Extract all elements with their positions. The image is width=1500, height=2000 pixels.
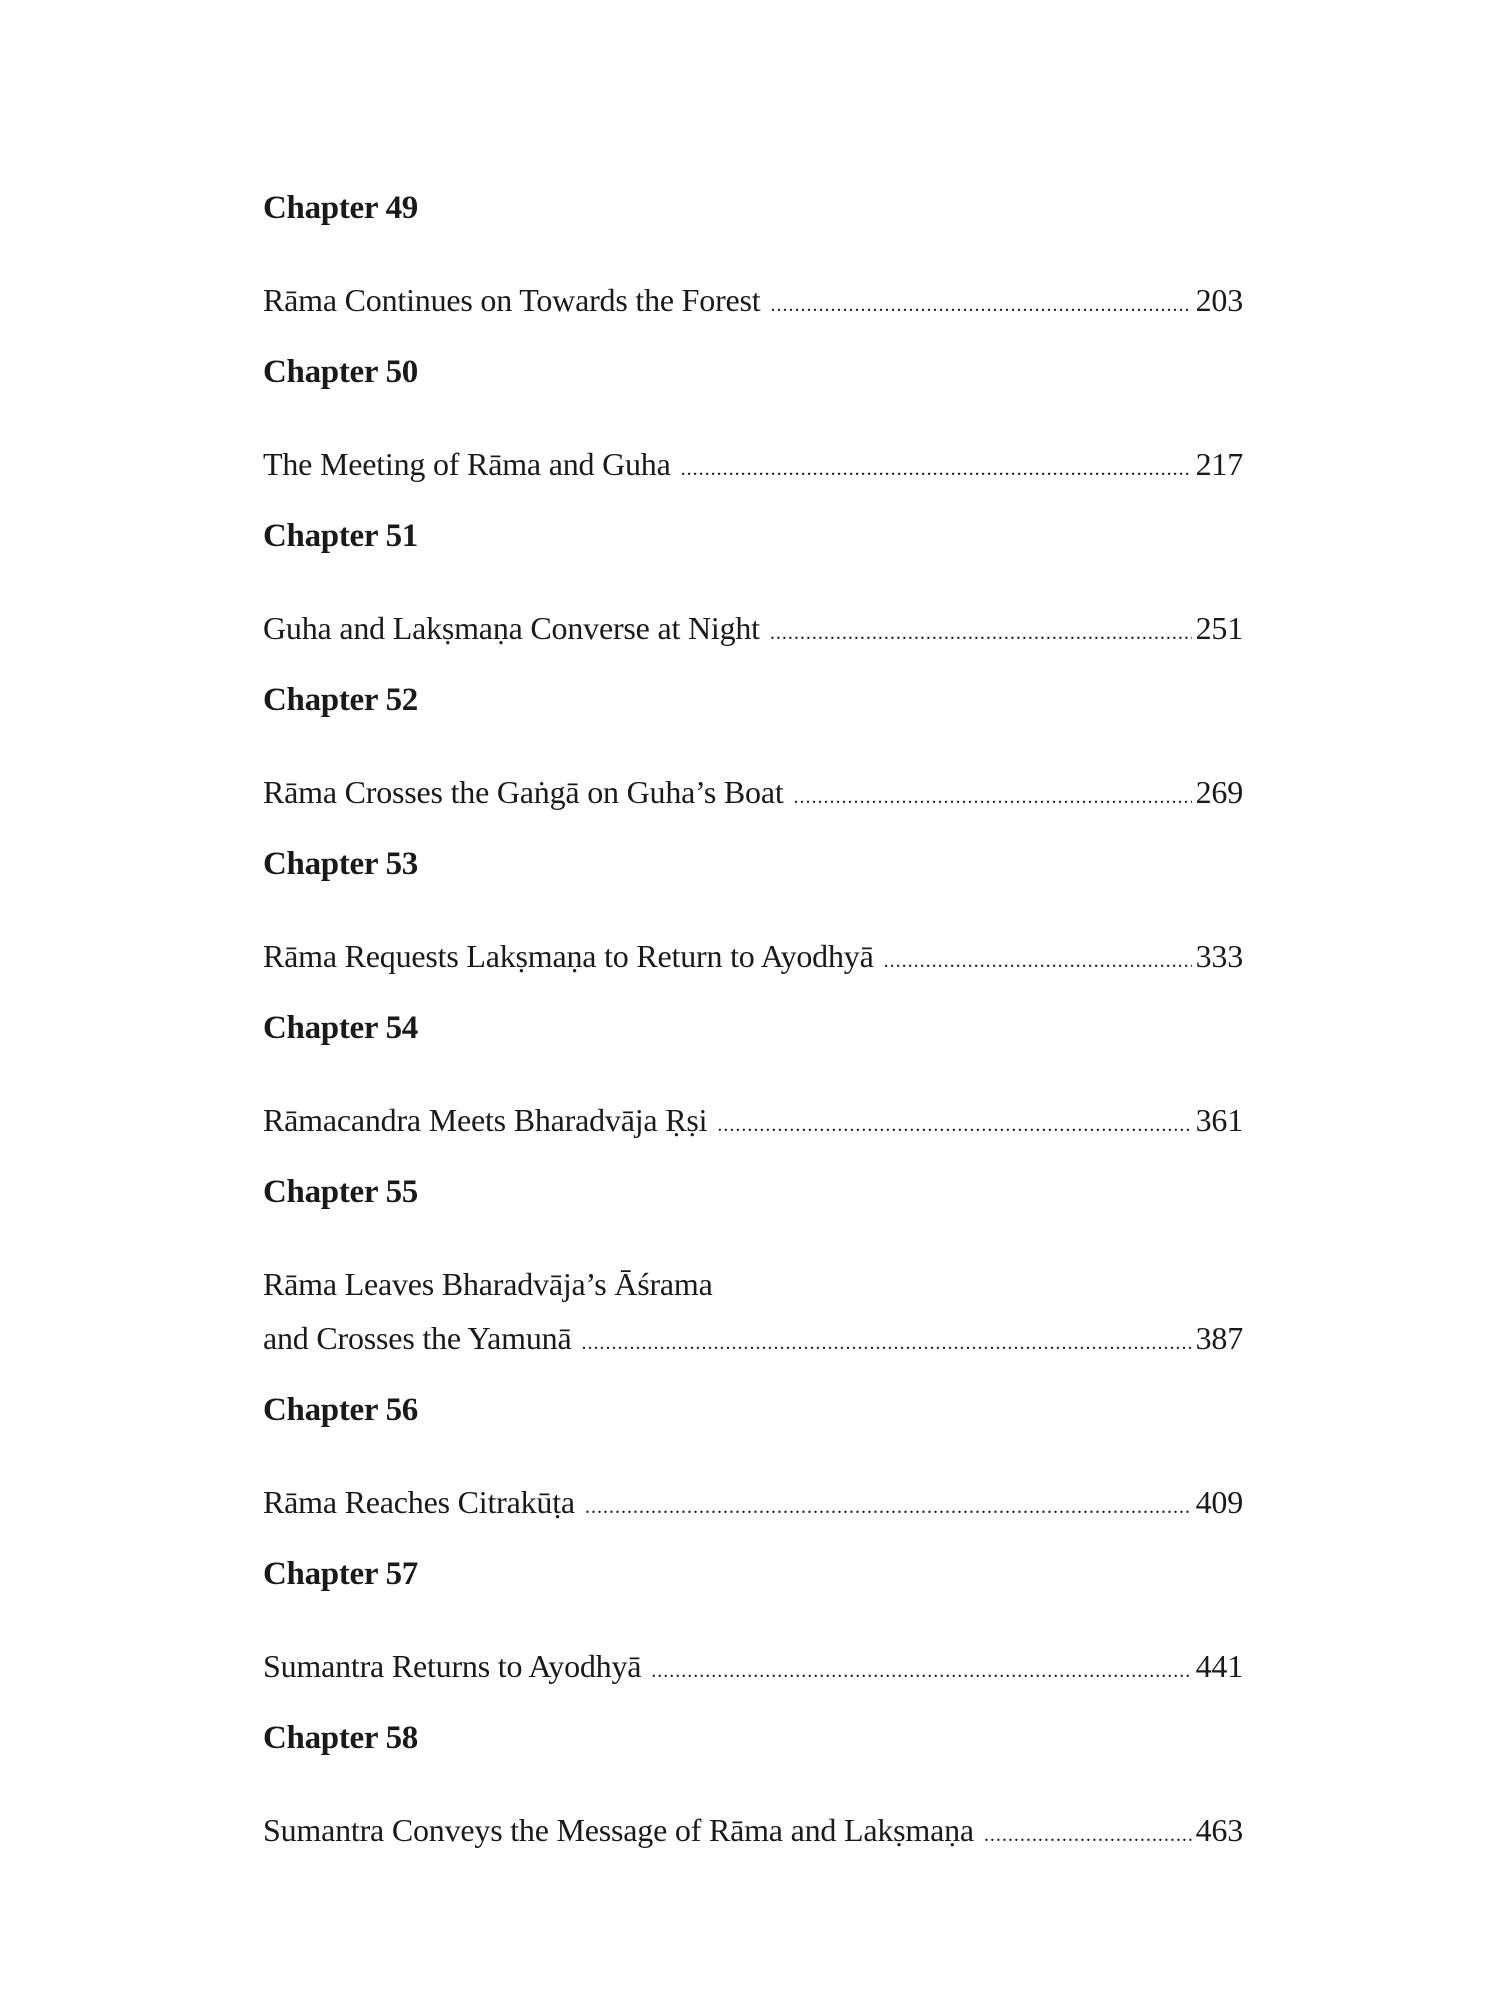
dot-leader [794,777,1192,817]
toc-entry-57 [263,1554,1243,1594]
chapter-title: and Crosses the Yamunā [263,1320,572,1356]
toc-entry-50 [263,352,1243,392]
toc-row[interactable] [263,936,1243,981]
toc-row[interactable] [263,772,1243,817]
chapter-heading: Chapter 49 [263,190,418,226]
toc-entry-54 [263,1008,1243,1048]
chapter-heading: Chapter 54 [263,1010,418,1046]
dot-leader [581,1323,1191,1363]
chapter-title: Sumantra Conveys the Message of Rāma and Lakṣmaṇa [263,1812,974,1848]
toc-entry-53 [263,844,1243,884]
dot-leader [984,1815,1192,1855]
dot-leader [651,1651,1191,1691]
toc-row[interactable] [263,1810,1243,1855]
toc-row[interactable] [263,280,1243,325]
chapter-title: Rāma Crosses the Gaṅgā on Guha’s Boat [263,774,784,810]
toc-entry-55 [263,1172,1243,1212]
page-number: 217 [1195,446,1243,482]
dot-leader [770,613,1192,653]
page-number: 203 [1195,282,1243,318]
chapter-heading: Chapter 58 [263,1720,418,1756]
chapter-heading: Chapter 53 [263,846,418,882]
page-number: 269 [1195,774,1243,810]
toc-entry-49 [263,188,1243,228]
page-number: 463 [1195,1812,1243,1848]
chapter-title: The Meeting of Rāma and Guha [263,446,671,482]
toc-entry-56 [263,1390,1243,1430]
toc-entry-58 [263,1718,1243,1758]
chapter-title: Rāma Continues on Towards the Forest [263,282,761,318]
chapter-heading: Chapter 50 [263,354,418,390]
toc-row[interactable] [263,1646,1243,1691]
page-number: 361 [1195,1102,1243,1138]
chapter-title: Rāma Requests Lakṣmaṇa to Return to Ayodhyā [263,938,874,974]
chapter-heading: Chapter 51 [263,518,418,554]
page-number: 387 [1195,1320,1243,1356]
chapter-heading: Chapter 55 [263,1174,418,1210]
dot-leader [585,1487,1192,1527]
chapter-title: Guha and Lakṣmaṇa Converse at Night [263,610,760,646]
dot-leader [770,285,1191,325]
toc-row[interactable] [263,1100,1243,1145]
toc-row[interactable] [263,1318,1243,1363]
toc-row[interactable] [263,1482,1243,1527]
dot-leader [717,1105,1191,1145]
dot-leader [681,449,1192,489]
toc-row[interactable] [263,444,1243,489]
chapter-title: Rāma Reaches Citrakūṭa [263,1484,575,1520]
page-number: 409 [1195,1484,1243,1520]
toc-row[interactable] [263,608,1243,653]
chapter-title-line-1[interactable]: Rāma Leaves Bharadvāja’s Āśrama [263,1266,713,1302]
page-number: 333 [1195,938,1243,974]
chapter-title: Rāmacandra Meets Bharadvāja Ṛṣi [263,1102,708,1138]
dot-leader [884,941,1192,981]
toc-entry-52 [263,680,1243,720]
page-number: 251 [1195,610,1243,646]
toc-entry-51 [263,516,1243,556]
chapter-heading: Chapter 52 [263,682,418,718]
chapter-heading: Chapter 57 [263,1556,418,1592]
page-number: 441 [1195,1648,1243,1684]
chapter-heading: Chapter 56 [263,1392,418,1428]
chapter-title: Sumantra Returns to Ayodhyā [263,1648,642,1684]
